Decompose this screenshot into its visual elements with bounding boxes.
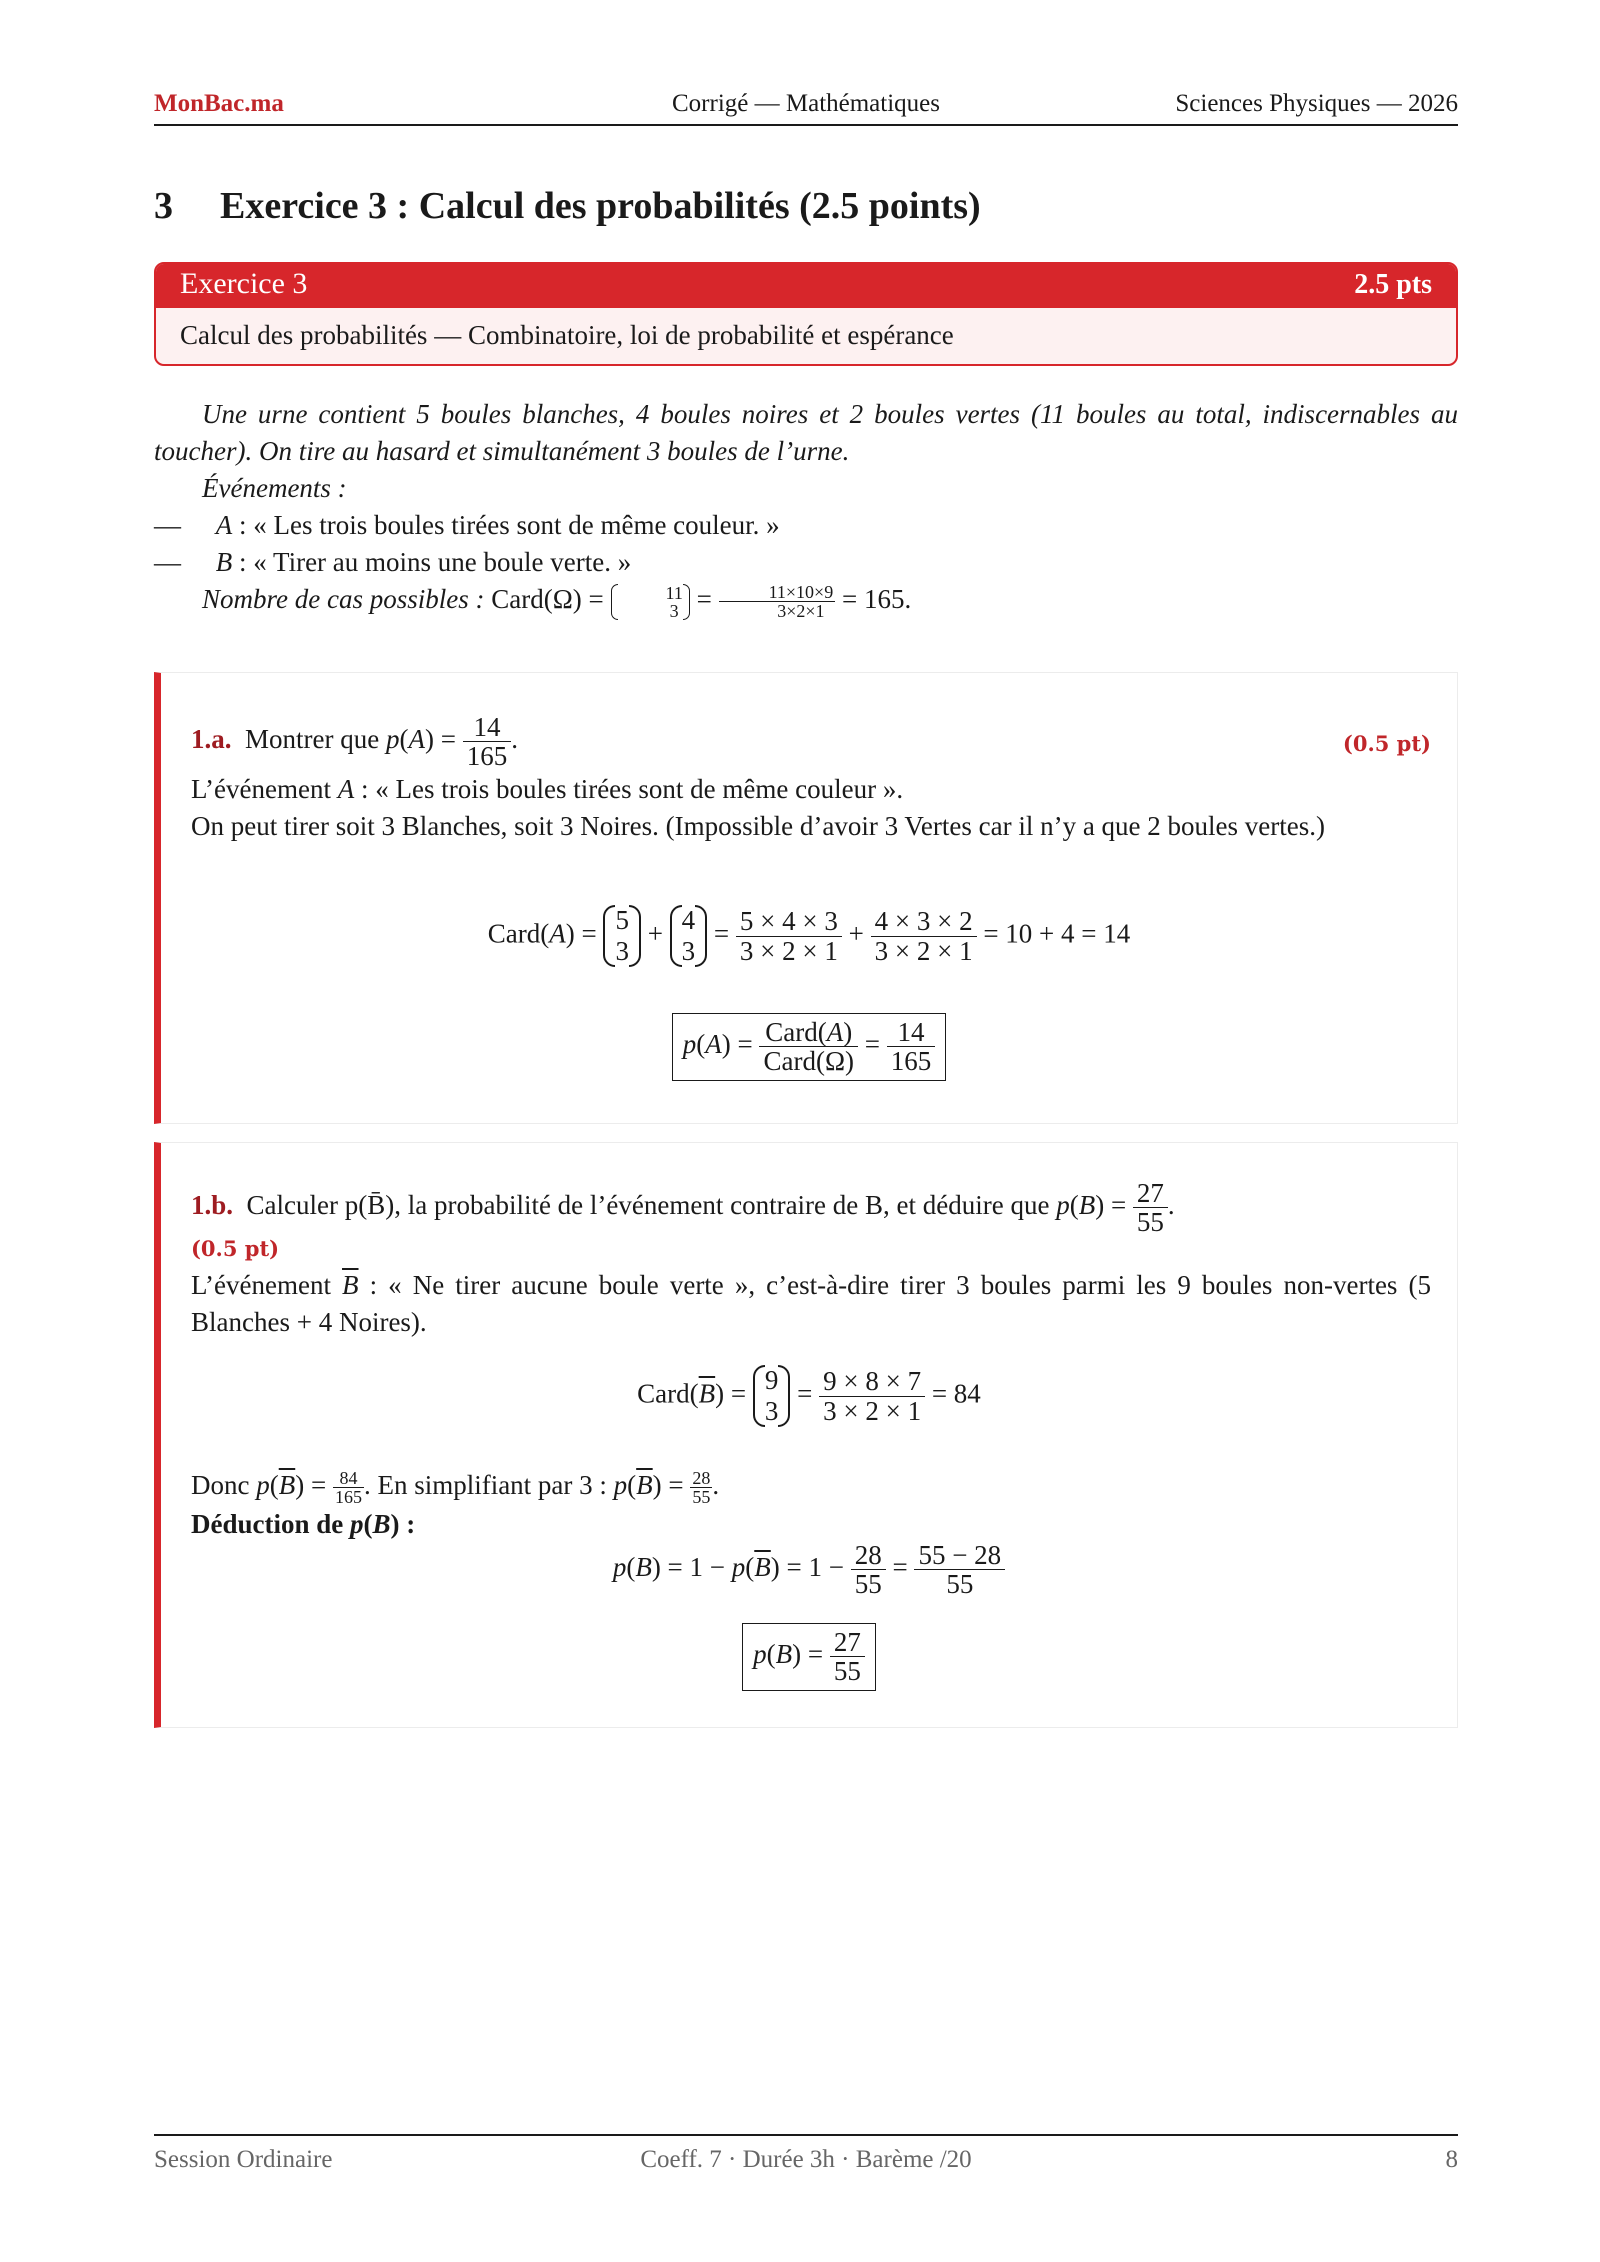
question-1b-points: (0.5 pt) — [191, 1235, 280, 1261]
exercise-box-bar — [156, 264, 1456, 308]
fraction-14-165-result: $\frac{14}{165}$ — [887, 1018, 936, 1076]
p-b-result-box: p(B) = $\frac{27}{55}$ — [161, 1623, 1457, 1691]
question-1a-prompt-line: 1.a. Montrer que p(A) = $\frac{14}{165}$ . (0.5 pt) — [191, 712, 1431, 772]
cases-result: = 165. — [841, 584, 912, 614]
binom-4-3: 4 3 — [670, 905, 708, 967]
deduction-label: Déduction de — [191, 1509, 344, 1540]
fraction-9x8x7: $\frac{9 \times 8 \times 7}{3 \times 2 \times 1}$ — [819, 1367, 925, 1425]
question-1b-label: 1.b. — [191, 1190, 234, 1221]
binom-11-3: 11 3 — [611, 584, 690, 620]
donc-line: Donc $p(\overline{B})$ = $\frac{84}{165}$ . En simplifiant par 3 : $p(\overline{B})$ = $\frac{28}{55}$ . — [191, 1468, 720, 1508]
binom-5-3: 5 3 — [603, 905, 641, 967]
binom-9-3: 9 3 — [753, 1365, 791, 1427]
fraction-55-minus-28: $\frac{55 - 28}{55}$ — [914, 1541, 1005, 1599]
cases-label: Nombre de cas possibles : — [202, 584, 485, 614]
cases-line: Nombre de cas possibles : Card(Ω) = 11 3 = $\frac{11\times 10\times 9}{3\times 2\times 1}$ = 165. — [202, 582, 912, 622]
card-a-result: = 10 + 4 = 14 — [983, 918, 1131, 949]
question-1b-line1-text: « Ne tirer aucune boule verte », c’est-à-dire tirer 3 boules parmi les 9 boules non-vertes (5 Blanches + 4 Noires). — [191, 1269, 1431, 1337]
event-a-text: « Les trois boules tirées sont de même couleur. » — [253, 510, 780, 540]
footer-session: Session Ordinaire — [154, 2146, 333, 2173]
header-subject: Corrigé — Mathématiques — [672, 90, 940, 117]
page-footer — [154, 2134, 1458, 2173]
fraction-27-55: $\frac{27}{55}$ — [1133, 1179, 1168, 1237]
question-1a-prompt: Montrer que — [245, 724, 380, 755]
question-1b-prompt: Calculer p(B̄), la probabilité de l’événement contraire de B, et déduire que — [246, 1190, 1050, 1221]
exercise-box-points: 2.5 pts — [1354, 269, 1432, 300]
fraction-27-55-result: $\frac{27}{55}$ — [830, 1628, 865, 1686]
question-1b-card — [154, 1142, 1458, 1728]
simplify-text: . En simplifiant par 3 : — [363, 1470, 607, 1500]
page-header — [154, 88, 1458, 126]
fraction-11-10-9: $\frac{11\times 10\times 9}{3\times 2\times 1}$ — [719, 583, 836, 620]
question-1b-body — [191, 1179, 1431, 1341]
header-series: Sciences Physiques — 2026 — [1175, 90, 1458, 117]
section-number: 3 — [154, 185, 173, 227]
card-a-equation: Card(A) = 5 3 + 4 3 = $\frac{5 \times 4 \times 3}{3 \times 2 \times 1}$ + $\frac{4 \times 3 \times 2}{3 \times 2 \times 1}$ = 10 + 4 = 14 — [487, 905, 1131, 967]
question-1a-body — [191, 713, 1431, 845]
page-number: 8 — [1445, 2146, 1458, 2173]
fraction-14-165: $\frac{14}{165}$ — [463, 713, 512, 771]
event-b-text: « Tirer au moins une boule verte. » — [253, 547, 632, 577]
exercise-box-title: Exercice 3 — [180, 267, 308, 300]
statement-text: Une urne contient 5 boules blanches, 4 boules noires et 2 boules vertes (11 boules au total, indiscernables au toucher). On tire au hasard et simultanément 3 boules de l’urne. — [154, 399, 1458, 466]
p-a-result-box: p(A) = $\frac{\text{Card(A)}}{\text{Card(Ω)}}$ = $\frac{14}{165}$ — [161, 1013, 1457, 1081]
fraction-84-165: $\frac{84}{165}$ — [334, 1468, 362, 1508]
fraction-4x3x2: $\frac{4 \times 3 \times 2}{3 \times 2 \times 1}$ — [871, 907, 977, 965]
question-1a-line2: On peut tirer soit 3 Blanches, soit 3 Noires. (Impossible d’avoir 3 Vertes car il n’y a que 2 boules vertes.) — [191, 810, 1325, 841]
fraction-28-55: $\frac{28}{55}$ — [692, 1468, 711, 1508]
section-title — [154, 184, 981, 228]
question-1b-prompt-line: 1.b. Calculer p(B̄), la probabilité de l’événement contraire de B, et déduire que p(B) = $\frac{27}{55}$ . — [191, 1178, 1175, 1238]
fraction-5x4x3: $\frac{5 \times 4 \times 3}{3 \times 2 \times 1}$ — [736, 907, 842, 965]
question-1a-card — [154, 672, 1458, 1124]
question-1a-label: 1.a. — [191, 724, 232, 755]
question-1b-line1: L’événement $\overline{B}$ : « Ne tirer aucune boule verte », c’est-à-dire tirer 3 boules parmi les 9 boules non-vertes (5 Blanches + 4 Noires). — [191, 1269, 1431, 1337]
question-1a-line1: L’événement A : « Les trois boules tirées sont de même couleur ». — [191, 773, 904, 804]
section-heading: Exercice 3 : Calcul des probabilités (2.5 points) — [220, 185, 981, 227]
footer-info: Coeff. 7 · Durée 3h · Barème /20 — [640, 2146, 972, 2173]
card-b-bar-equation: $Card(\overline{B})$ = 9 3 = $\frac{9 \times 8 \times 7}{3 \times 2 \times 1}$ = 84 — [637, 1365, 981, 1427]
fraction-card-a-card-omega: $\frac{\text{Card(A)}}{\text{Card(Ω)}}$ — [759, 1018, 858, 1076]
event-a-line: — A : « Les trois boules tirées sont de même couleur. » — [154, 510, 780, 540]
site-name: MonBac.ma — [154, 90, 284, 117]
deduction-line: Déduction de p(B) : — [191, 1509, 416, 1540]
donc-label: Donc — [191, 1470, 250, 1500]
page — [154, 0, 1458, 2262]
p-b-equation: $p(B) = 1 - p(\overline{B}) = 1$ − $\frac{28}{55}$ = $\frac{55 - 28}{55}$ — [161, 1541, 1457, 1599]
event-b-line: — B : « Tirer au moins une boule verte. » — [154, 547, 632, 577]
question-1b-body-2 — [191, 1467, 1431, 1543]
exercise-statement — [154, 396, 1458, 620]
exercise-box-subtitle: Calcul des probabilités — Combinatoire, loi de probabilité et espérance — [180, 320, 954, 350]
events-label: Événements : — [202, 473, 347, 503]
question-1a-points: (0.5 pt) — [1342, 731, 1431, 756]
card-b-bar-result: = 84 — [931, 1378, 981, 1409]
question-1a-line1-text: « Les trois boules tirées sont de même couleur ». — [375, 773, 904, 804]
exercise-box — [154, 262, 1458, 366]
fraction-28-55-b: $\frac{28}{55}$ — [851, 1541, 886, 1599]
